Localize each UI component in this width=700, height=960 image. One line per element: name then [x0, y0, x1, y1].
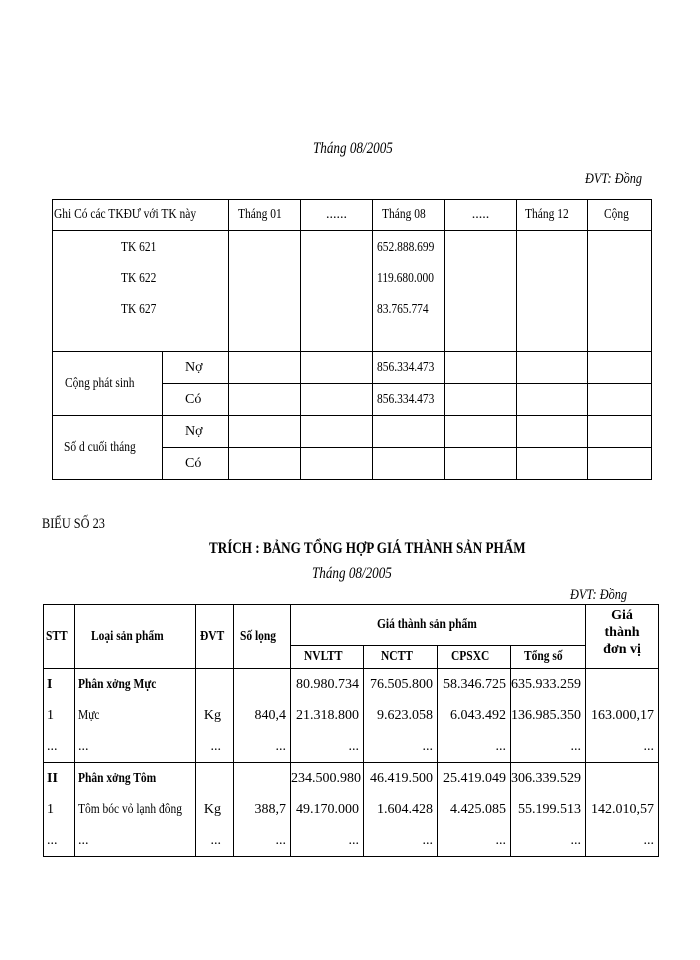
cong-co-t08: 856.334.473 — [373, 384, 445, 416]
nvltt-cell: 234.500.980 49.170.000 ... — [291, 763, 364, 857]
header-total: Cộng — [588, 200, 652, 231]
group-row-tom — [44, 763, 659, 857]
stt-cell: I 1 ... — [44, 669, 75, 763]
unit-price-cell: 142.010,57 ... — [586, 763, 659, 857]
header-ellipsis-2: ..... — [445, 200, 517, 231]
qty-cell: 840,4 ... — [234, 669, 291, 763]
header-credit-accounts: Ghi Có các TKĐƯ với TK này — [53, 200, 229, 231]
header-nvltt: NVLTT — [291, 646, 364, 669]
period-title-1: Tháng 08/2005 — [313, 140, 393, 157]
header-qty: Số lọng — [234, 605, 291, 669]
value-tk622: 119.680.000 — [377, 271, 434, 286]
label-no-1: Nợ — [163, 352, 229, 384]
qty-cell: 388,7 ... — [234, 763, 291, 857]
summary-title: TRÍCH : BẢNG TỔNG HỢP GIÁ THÀNH SẢN PHẨM — [209, 540, 526, 557]
stt-cell: II 1 ... — [44, 763, 75, 857]
header-month-12: Tháng 12 — [517, 200, 588, 231]
account-tk627: TK 627 — [121, 302, 157, 317]
header-nctt: NCTT — [364, 646, 438, 669]
value-tk627: 83.765.774 — [377, 302, 429, 317]
label-so-du: Số d cuối tháng — [53, 416, 163, 480]
header-month-08: Tháng 08 — [373, 200, 445, 231]
product-cell: Phân xởng Mực Mực ... — [75, 669, 196, 763]
month08-values — [373, 231, 445, 352]
cong-no-t08: 856.334.473 — [373, 352, 445, 384]
total-cell: 306.339.529 55.199.513 ... — [511, 763, 586, 857]
unit-label-2: ĐVT: Đồng — [570, 587, 628, 603]
header-unit-price: Giá thành đơn vị — [586, 605, 659, 669]
account-tk622: TK 622 — [121, 271, 157, 286]
account-ledger-table — [52, 199, 652, 480]
dvt-cell: Kg ... — [196, 669, 234, 763]
total-cell: 635.933.259 136.985.350 ... — [511, 669, 586, 763]
unit-price-cell: 163.000,17 ... — [586, 669, 659, 763]
group-row-muc — [44, 669, 659, 763]
form-number: BIỂU SỐ 23 — [42, 516, 105, 532]
value-tk621: 652.888.699 — [377, 240, 435, 255]
nctt-cell: 46.419.500 1.604.428 ... — [364, 763, 438, 857]
account-tk621: TK 621 — [121, 240, 157, 255]
label-co-1: Có — [163, 384, 229, 416]
header-product: Loại sản phẩm — [75, 605, 196, 669]
unit-label-1: ĐVT: Đồng — [585, 171, 643, 187]
nvltt-cell: 80.980.734 21.318.800 ... — [291, 669, 364, 763]
cpsxc-cell: 58.346.725 6.043.492 ... — [438, 669, 511, 763]
product-cell: Phân xởng Tôm Tôm bóc vỏ lạnh đông ... — [75, 763, 196, 857]
header-total-cost: Tổng số — [511, 646, 586, 669]
cpsxc-cell: 25.419.049 4.425.085 ... — [438, 763, 511, 857]
label-cong-phat-sinh: Cộng phát sinh — [53, 352, 163, 416]
header-ellipsis-1: ...... — [301, 200, 373, 231]
dvt-cell: Kg ... — [196, 763, 234, 857]
header-stt: STT — [44, 605, 75, 669]
label-no-2: Nợ — [163, 416, 229, 448]
nctt-cell: 76.505.800 9.623.058 ... — [364, 669, 438, 763]
header-cpsxc: CPSXC — [438, 646, 511, 669]
header-cost-group: Giá thành sản phẩm — [291, 605, 586, 646]
header-dvt: ĐVT — [196, 605, 234, 669]
cost-summary-table — [43, 604, 659, 857]
label-co-2: Có — [163, 448, 229, 480]
header-month-01: Tháng 01 — [229, 200, 301, 231]
period-title-2: Tháng 08/2005 — [312, 565, 392, 582]
account-list — [53, 231, 229, 352]
